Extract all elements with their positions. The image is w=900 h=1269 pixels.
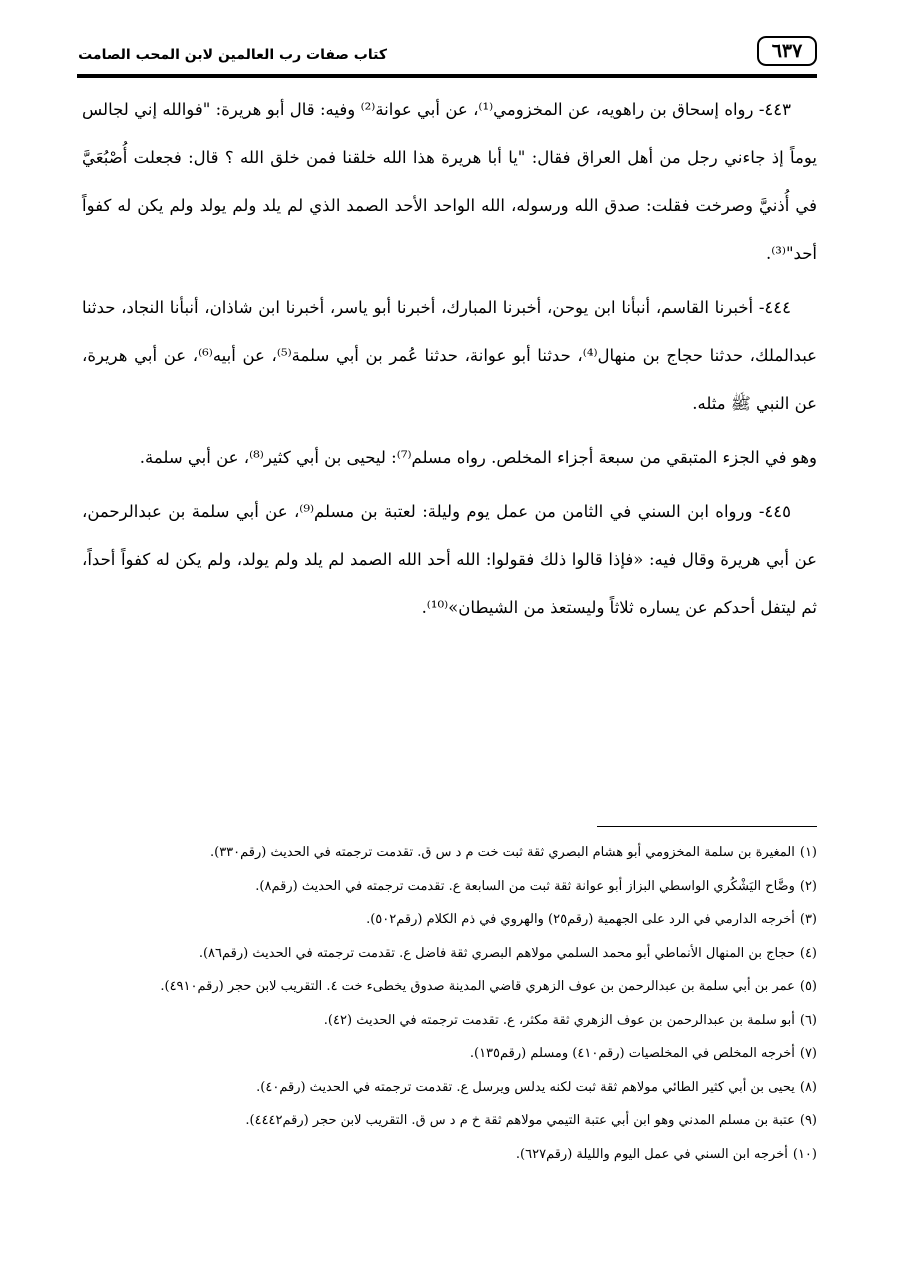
footnote-10 xyxy=(82,1138,817,1172)
footnote-number: (٦) xyxy=(799,1012,817,1028)
footnote-number: (٧) xyxy=(799,1046,817,1061)
hadith-443: ٤٤٣- رواه إسحاق بن راهويه، عن المخزومي⁽¹⁾، عن أبي عوانة⁽²⁾ وفيه: قال أبو هريرة: "فوالله إني لجالس يوماً إذ جاءني رجل من أهل العراق فقال: "يا أبا هريرة هذا الله خلقنا فمن خلق الله ؟ قال: فجعلت أُصْبُعَيَّ في أُذنيَّ وصرخت فقلت: صدق الله ورسوله، الله الواحد الأحد الصمد الذي لم يلد ولم يولد ولم يكن له كفواً أحد"⁽³⁾. xyxy=(82,100,817,263)
footnote-text: عمر بن أبي سلمة بن عبدالرحمن بن عوف الزهري قاضي المدينة صدوق يخطىء خت ٤. التقريب لابن حجر (رقم٤٩١٠). xyxy=(160,979,795,994)
footnote-number: (٩) xyxy=(799,1113,817,1128)
footnote-separator xyxy=(597,826,817,827)
commentary-paragraph: وهو في الجزء المتبقي من سبعة أجزاء المخلص. رواه مسلم⁽⁷⁾: ليحيى بن أبي كثير⁽⁸⁾، عن أبي سلمة. xyxy=(139,448,817,467)
footnote-number: (٢) xyxy=(799,878,817,894)
footnote-text: أخرجه المخلص في المخلصيات (رقم٤١٠) ومسلم (رقم١٣٥). xyxy=(469,1046,795,1061)
header-rule xyxy=(77,74,817,78)
footnote-7 xyxy=(82,1037,817,1071)
footnote-number: (٣) xyxy=(799,912,817,927)
footnote-3 xyxy=(82,903,817,937)
footnote-4 xyxy=(82,937,817,971)
running-title: كتاب صفات رب العالمين لابن المحب الصامت xyxy=(78,47,387,63)
footnote-text: حجاج بن المنهال الأنماطي أبو محمد السلمي مولاهم البصري ثقة فاضل ع. تقدمت ترجمته في الحديث (رقم٨٦). xyxy=(198,945,795,961)
footnote-9 xyxy=(82,1104,817,1138)
footnote-6 xyxy=(82,1004,817,1038)
footnote-text: المغيرة بن سلمة المخزومي أبو هشام البصري ثقة ثبت خت م د س ق. تقدمت ترجمته في الحديث (رقم٣٣٠). xyxy=(209,845,795,860)
footnote-text: عتبة بن مسلم المدني وهو ابن أبي عتبة التيمي مولاهم ثقة خ م د س ق. التقريب لابن حجر (رقم٤٤٤٢). xyxy=(245,1113,795,1128)
footnote-number: (٨) xyxy=(799,1079,817,1095)
page-header xyxy=(77,36,817,80)
footnote-text: أبو سلمة بن عبدالرحمن بن عوف الزهري ثقة مكثر، ع. تقدمت ترجمته في الحديث (٤٢). xyxy=(323,1012,795,1028)
footnote-5 xyxy=(82,970,817,1004)
footnote-text: يحيى بن أبي كثير الطائي مولاهم ثقة ثبت لكنه يدلس ويرسل ع. تقدمت ترجمته في الحديث (رقم٤٠). xyxy=(256,1079,795,1095)
main-text xyxy=(82,86,817,638)
footnote-number: (١٠) xyxy=(792,1146,817,1162)
footnote-8 xyxy=(82,1071,817,1105)
hadith-445: ٤٤٥- ورواه ابن السني في الثامن من عمل يوم وليلة: لعتبة بن مسلم⁽⁹⁾، عن أبي سلمة بن عبدالرحمن، عن أبي هريرة وقال فيه: «فإذا قالوا ذلك فقولوا: الله أحد الله الصمد لم يلد ولم يولد، ولم يكن له كفواً أحداً، ثم ليتفل أحدكم عن يساره ثلاثاً وليستعذ من الشيطان»⁽¹⁰⁾. xyxy=(82,502,817,617)
footnote-1 xyxy=(82,836,817,870)
footnote-text: أخرجه ابن السني في عمل اليوم والليلة (رقم٦٢٧). xyxy=(515,1146,788,1162)
footnotes-list xyxy=(82,836,817,1171)
page-number: ٦٣٧ xyxy=(757,36,817,66)
footnote-number: (٥) xyxy=(799,979,817,994)
footnote-number: (٤) xyxy=(799,945,817,961)
hadith-444: ٤٤٤- أخبرنا القاسم، أنبأنا ابن يوحن، أخبرنا المبارك، أخبرنا أبو ياسر، أخبرنا ابن شاذان، أنبأنا النجاد، حدثنا عبدالملك، حدثنا حجاج بن منهال⁽⁴⁾، حدثنا أبو عوانة، حدثنا عُمر بن أبي سلمة⁽⁵⁾، عن أبيه⁽⁶⁾، عن أبي هريرة، عن النبي ﷺ مثله. xyxy=(82,298,818,413)
footnote-text: وضَّاح اليَشْكُري الواسطي البزاز أبو عوانة ثقة ثبت من السابعة ع. تقدمت ترجمته في الحديث (رقم٨). xyxy=(255,878,795,894)
footnote-text: أخرجه الدارمي في الرد على الجهمية (رقم٢٥) والهروي في ذم الكلام (رقم٥٠٢). xyxy=(366,912,795,927)
footnote-number: (١) xyxy=(799,845,817,860)
footnote-2 xyxy=(82,870,817,904)
